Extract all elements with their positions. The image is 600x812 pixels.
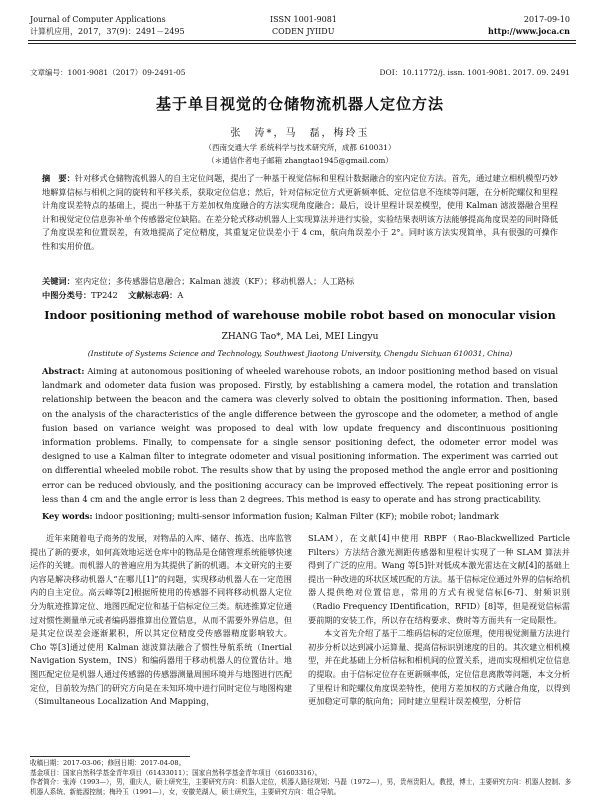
keywords-cn [42, 275, 558, 289]
issn: ISSN 1001-9081 [270, 15, 337, 24]
journal-url[interactable]: http://www.joca.cn [488, 26, 570, 36]
keywords-en-label: Key words: [42, 511, 93, 521]
body-paragraph-intro-end: SLAM），在文献[4]中使用 RBPF（Rao-Blackwellized Particle Filters）方法结合激光测距传感器和里程计实现了一种 SLAM 算法并得到了广泛的应用。Wang 等[5]针对低成本激光雷达在文献[4]的基础上提出一种改进的环状区域匹配的方法。基于信标定位通过外界的信标给机器人提供绝对位置信息，常用的方式有视觉信标[6-7]、射频识别（Radio Frequency IDentification，RFID）[8]等，但是视觉信标需要前期的安装工作，所以存在结构要求、费时等方面共有一定局限性。 [308, 533, 571, 625]
paper-title-en: Indoor positioning method of warehouse mobile robot based on monocular vision [44, 308, 556, 322]
abstract-en [42, 364, 558, 506]
clc-value: TP242 [91, 290, 118, 300]
body-column-left: 近年来随着电子商务的发展，对物品的入库、储存、拣选、出库监管提出了新的要求，如何高效地运送仓库中的物品是仓储管理系统能够快速运作的关键。而机器人的普遍应用为其提供了新的机遇。本文研究的主要内容是解决移动机器人“在哪儿[1]”的问题，实现移动机器人在一定范围内的自主定位。高云峰等[2]根据所使用的传感器不同将移动机器人定位分为航迹推算定位、地图匹配定位和基于信标定位三类。航迹推算定位通过对惯性测量单元或者编码器推算出位置信息，从而不需要外界信息，但是其定位误差会逐渐累积，所以其定位精度受传感器精度影响较大。Cho 等[3]通过使用 Kalman 滤波算法融合了惯性导航系统（Inertial Navigation System，INS）和编码器用于移动机器人的位置估计。地图匹配定位是机器人通过传感器的传感器测量周围环境并与地图进行匹配定位，目前较为热门的研究方向是在未知环境中进行同时定位与地图构建（Simultaneous Localization And Mapping， [30, 533, 293, 707]
issue-date: 2017-09-10 [523, 15, 570, 24]
keywords-en-text: indoor positioning; multi-sensor information fusion; Kalman Filter (KF); mobile robot; landmark [95, 511, 499, 521]
classification-cn [42, 289, 558, 303]
footnote-bios: 作者简介：张涛（1993—），男，重庆人，硕士研究生，主要研究方向：机器人定位，机器人路径规划；马磊（1972—），男，贵州贵阳人，教授，博士，主要研究方向：机器人控制、多机器人系统、新能源控制；梅玲玉（1991—），女，安徽芜湖人，硕士研究生，主要研究方向：组合导航。 [30, 778, 572, 796]
authors-en: ZHANG Tao*, MA Lei, MEI Lingyu [221, 332, 379, 342]
keywords-cn-text: 室内定位；多传感器信息融合；Kalman 滤波（KF）；移动机器人；人工路标 [74, 276, 355, 286]
footnote-rule [30, 756, 190, 757]
affiliation-en: (Institute of Systems Science and Technology, Southwest Jiaotong University, Chengdu Sichuan 610031, China) [87, 349, 513, 358]
header-rule [28, 40, 576, 41]
clc-label: 中图分类号： [42, 290, 92, 300]
doc-code-value: A [177, 290, 184, 300]
abstract-en-label: Abstract: [42, 366, 85, 376]
abstract-cn-text: 针对移式仓储物流机器人的自主定位问题，提出了一种基于视觉信标和里程计数据融合的室内定位方法。首先，通过建立相机模型巧妙地解算信标与相机之间的旋转和平移关系，获取定位信息；然后，针对信标定位方式更新频率低、定位信息不连续等问题，在分析陀螺仪和里程计角度误差特点的基础上，提出一种基于方差加权角度融合的方法实现角度融合；最后，设计里程计误差模型，使用 Kalman 滤波器融合里程计和视觉定位信息弥补单个传感器定位缺陷。在差分轮式移动机器人上实现算法并进行实验，实验结果表明该方法能够提高角度误差的同时降低了角度误差和位置误差，有效地提高了定位精度，其重复定位误差小于 4 cm，航向角误差小于 2°。同时该方法实现简单，具有很强的可操作性和实用价值。 [42, 173, 558, 251]
header-rule-thin [28, 43, 576, 44]
footnote-received: 收稿日期：2017-03-06；修回日期：2017-04-08。 [30, 759, 186, 767]
footnotes [30, 759, 574, 797]
abstract-cn-label: 摘 要： [42, 173, 75, 183]
abstract-en-text: Aiming at autonomous positioning of wheeled warehouse robots, an indoor positioning method based on visual landmark and odometer data fusion was proposed. Firstly, by establishing a camera model, the rotation and translation relationship between the beacon and the camera was cleverly solved to obtain the positioning information. Then, based on the analysis of the characteristics of the angle difference between the gyroscope and the odometer, a method of angle fusion based on variance weight was proposed to deal with low update frequency and discontinuous positioning information problems. Finally, to compensate for a single sensor positioning defect, the odometer error model was designed to use a Kalman filter to integrate odometer and visual positioning information. The experiment was carried out on differential wheeled mobile robot. The results show that by using the proposed method the angle error and positioning error can be reduced obviously, and the positioning accuracy can be improved effectively. The repeat positioning error is less than 4 cm and the angle error is less than 2 degrees. This method is easy to operate and has strong practicability. [42, 366, 558, 504]
coden: CODEN JYIIDU [272, 27, 335, 36]
journal-citation: 计算机应用，2017，37(9)：2491－2495 [30, 27, 185, 36]
affiliation-cn: （西南交通大学 系统科学与技术研究所，成都 610031） [204, 143, 396, 152]
footnote-funding: 基金项目：国家自然科学基金青年项目（61433011）；国家自然科学基金青年项目（61603316）。 [30, 768, 322, 777]
doi[interactable]: DOI：10.11772/j. issn. 1001-9081. 2017. 09. 2491 [379, 68, 570, 77]
doc-code-label: 文献标志码： [128, 290, 178, 300]
article-number: 文章编号：1001-9081（2017）09-2491-05 [30, 68, 186, 77]
body-paragraph-outline: 本文首先介绍了基于二维码信标的定位原理，使用视觉测量方法进行初步分析以达到减小运算量、提高信标识别速度的目的。其次建立相机模型，并在此基础上分析信标和相机间的位置关系，进而实现相机定位信息的提取。由于信标定位存在更新频率低，定位信息离散等问题，本文分析了里程计和陀螺仪角度误差特性，使用方差加权的方式融合角度，以得到更加稳定可靠的航向角；同时建立里程计误差模型，分析信 [308, 628, 571, 707]
abstract-cn [42, 172, 558, 254]
keywords-en [42, 509, 558, 523]
authors-cn: 张 涛*，马 磊，梅玲玉 [230, 128, 370, 139]
paper-title-cn: 基于单目视觉的仓储物流机器人定位方法 [155, 95, 444, 113]
body-column-right [308, 532, 570, 709]
corresponding-email-cn: （＊通信作者电子邮箱 zhangtao1945@gmail.com） [207, 156, 393, 165]
keywords-cn-label: 关键词： [42, 276, 75, 286]
journal-name-en: Journal of Computer Applications [30, 15, 166, 24]
